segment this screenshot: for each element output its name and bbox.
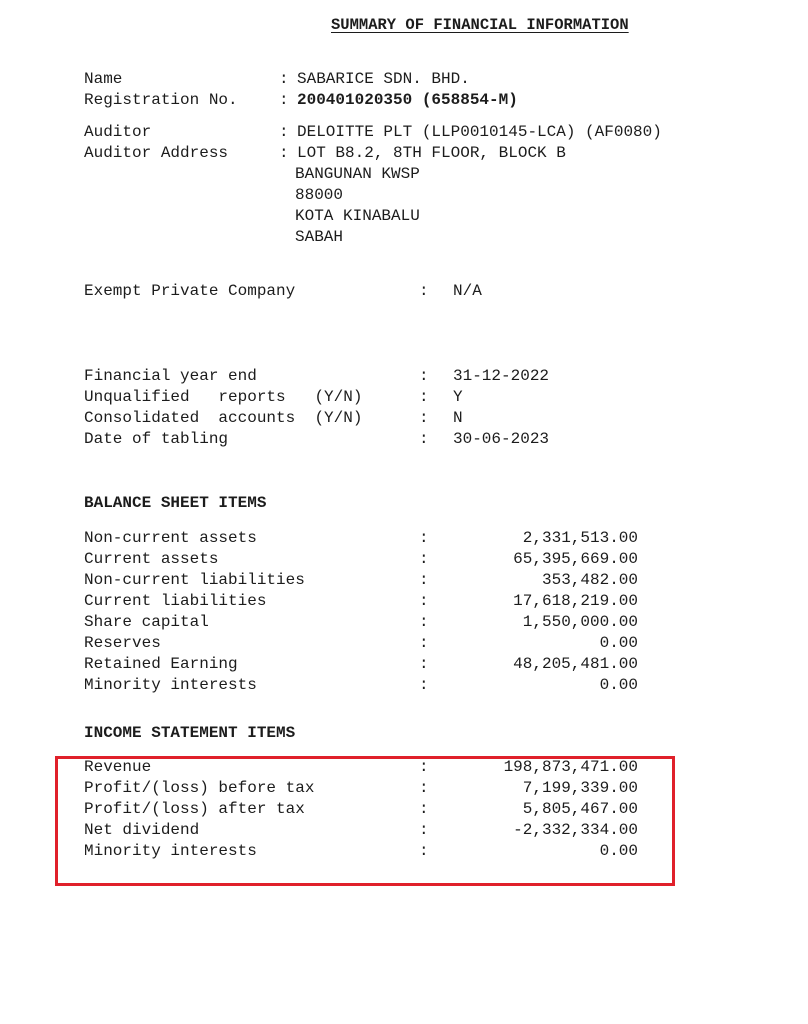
unqualified-value: Y [453,388,463,406]
bs-label: Reserves [84,634,161,652]
bs-value: 48,205,481.00 [513,655,638,673]
is-label: Net dividend [84,821,200,839]
exempt-colon: : [419,282,429,300]
auditor-address-line: 88000 [295,186,344,204]
is-label: Revenue [84,758,152,776]
bs-colon: : [419,529,429,547]
unqualified-colon: : [419,388,429,406]
bs-label: Non-current assets [84,529,257,547]
bs-value: 1,550,000.00 [522,613,638,631]
auditor-address-label: Auditor Address [84,144,229,162]
name-colon: : [279,70,289,88]
bs-value: 17,618,219.00 [513,592,638,610]
fye-value: 31-12-2022 [453,367,550,385]
is-colon: : [419,779,429,797]
page-title: SUMMARY OF FINANCIAL INFORMATION [331,16,629,34]
auditor-value: DELOITTE PLT (LLP0010145-LCA) (AF0080) [297,123,662,141]
bs-value: 2,331,513.00 [522,529,638,547]
consolidated-colon: : [419,409,429,427]
registration-label: Registration No. [84,91,238,109]
is-value: -2,332,334.00 [513,821,638,839]
bs-colon: : [419,634,429,652]
auditor-address-line: SABAH [295,228,344,246]
exempt-label: Exempt Private Company [84,282,296,300]
is-value: 5,805,467.00 [522,800,638,818]
bs-value: 0.00 [599,676,638,694]
unqualified-label: Unqualified reports (Y/N) [84,388,363,406]
auditor-address-line: KOTA KINABALU [295,207,420,225]
tabling-colon: : [419,430,429,448]
registration-colon: : [279,91,289,109]
is-colon: : [419,842,429,860]
fye-label: Financial year end [84,367,257,385]
is-label: Profit/(loss) after tax [84,800,305,818]
tabling-value: 30-06-2023 [453,430,550,448]
auditor-label: Auditor [84,123,152,141]
registration-value: 200401020350 (658854-M) [297,91,518,109]
bs-colon: : [419,655,429,673]
is-value: 198,873,471.00 [503,758,638,776]
bs-label: Retained Earning [84,655,238,673]
consolidated-value: N [453,409,463,427]
bs-value: 65,395,669.00 [513,550,638,568]
bs-label: Non-current liabilities [84,571,305,589]
fye-colon: : [419,367,429,385]
auditor-address-colon: : [279,144,289,162]
bs-value: 0.00 [599,634,638,652]
name-value: SABARICE SDN. BHD. [297,70,470,88]
bs-colon: : [419,613,429,631]
bs-colon: : [419,571,429,589]
is-label: Profit/(loss) before tax [84,779,315,797]
consolidated-label: Consolidated accounts (Y/N) [84,409,363,427]
is-value: 7,199,339.00 [522,779,638,797]
name-label: Name [84,70,123,88]
is-colon: : [419,821,429,839]
is-label: Minority interests [84,842,257,860]
bs-label: Share capital [84,613,209,631]
is-colon: : [419,758,429,776]
bs-colon: : [419,592,429,610]
bs-label: Minority interests [84,676,257,694]
bs-colon: : [419,550,429,568]
bs-colon: : [419,676,429,694]
auditor-address-line: LOT B8.2, 8TH FLOOR, BLOCK B [297,144,566,162]
auditor-address-line: BANGUNAN KWSP [295,165,420,183]
is-colon: : [419,800,429,818]
exempt-value: N/A [453,282,482,300]
balance-sheet-heading: BALANCE SHEET ITEMS [84,494,267,512]
tabling-label: Date of tabling [84,430,229,448]
is-value: 0.00 [599,842,638,860]
auditor-colon: : [279,123,289,141]
bs-value: 353,482.00 [541,571,638,589]
income-statement-heading: INCOME STATEMENT ITEMS [84,724,296,742]
bs-label: Current assets [84,550,219,568]
bs-label: Current liabilities [84,592,267,610]
